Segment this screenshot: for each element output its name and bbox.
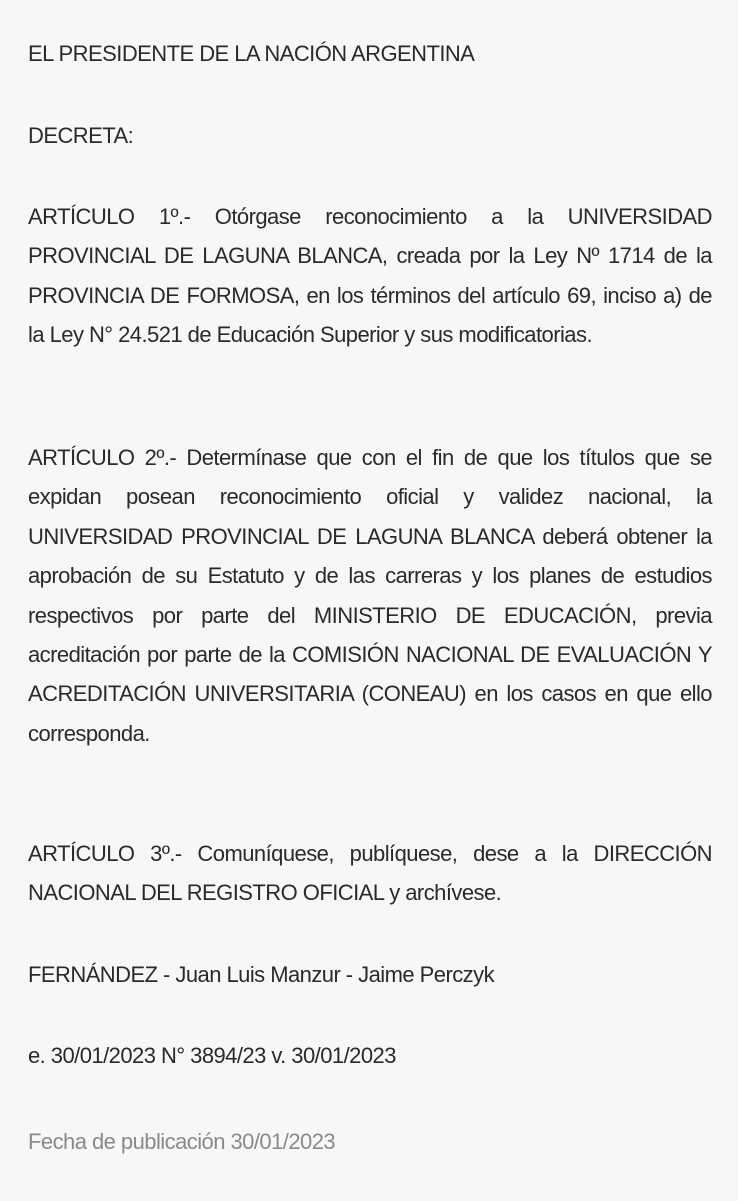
edition-line: e. 30/01/2023 N° 3894/23 v. 30/01/2023 xyxy=(28,1043,396,1068)
decree-word: DECRETA: xyxy=(28,123,134,148)
publication-date: Fecha de publicación 30/01/2023 xyxy=(28,1129,336,1154)
article-2: ARTÍCULO 2º.- Determínase que con el fin de que los títulos que se expidan posean reconocimiento oficial y validez nacional, la UNIVERSIDAD PROVINCIAL DE LAGUNA BLANCA deberá obtener la aprobación de su Estatuto y de las carreras y los planes de estudios respectivos por parte del MINISTERIO DE EDUCACIÓN, previa acreditación por parte de la COMISIÓN NACIONAL DE EVALUACIÓN Y ACREDITACIÓN UNIVERSITARIA (CONEAU) en los casos en que ello corresponda. xyxy=(28,445,712,746)
signatures: FERNÁNDEZ - Juan Luis Manzur - Jaime Perczyk xyxy=(28,962,495,987)
article-1: ARTÍCULO 1º.- Otórgase reconocimiento a la UNIVERSIDAD PROVINCIAL DE LAGUNA BLANCA, creada por la Ley Nº 1714 de la PROVINCIA DE FORMOSA, en los términos del artículo 69, inciso a) de la Ley N° 24.521 de Educación Superior y sus modificatorias. xyxy=(28,204,712,348)
decree-heading: EL PRESIDENTE DE LA NACIÓN ARGENTINA xyxy=(28,41,475,66)
article-3: ARTÍCULO 3º.- Comuníquese, publíquese, dese a la DIRECCIÓN NACIONAL DEL REGISTRO OFICIAL y archívese. xyxy=(28,841,712,906)
